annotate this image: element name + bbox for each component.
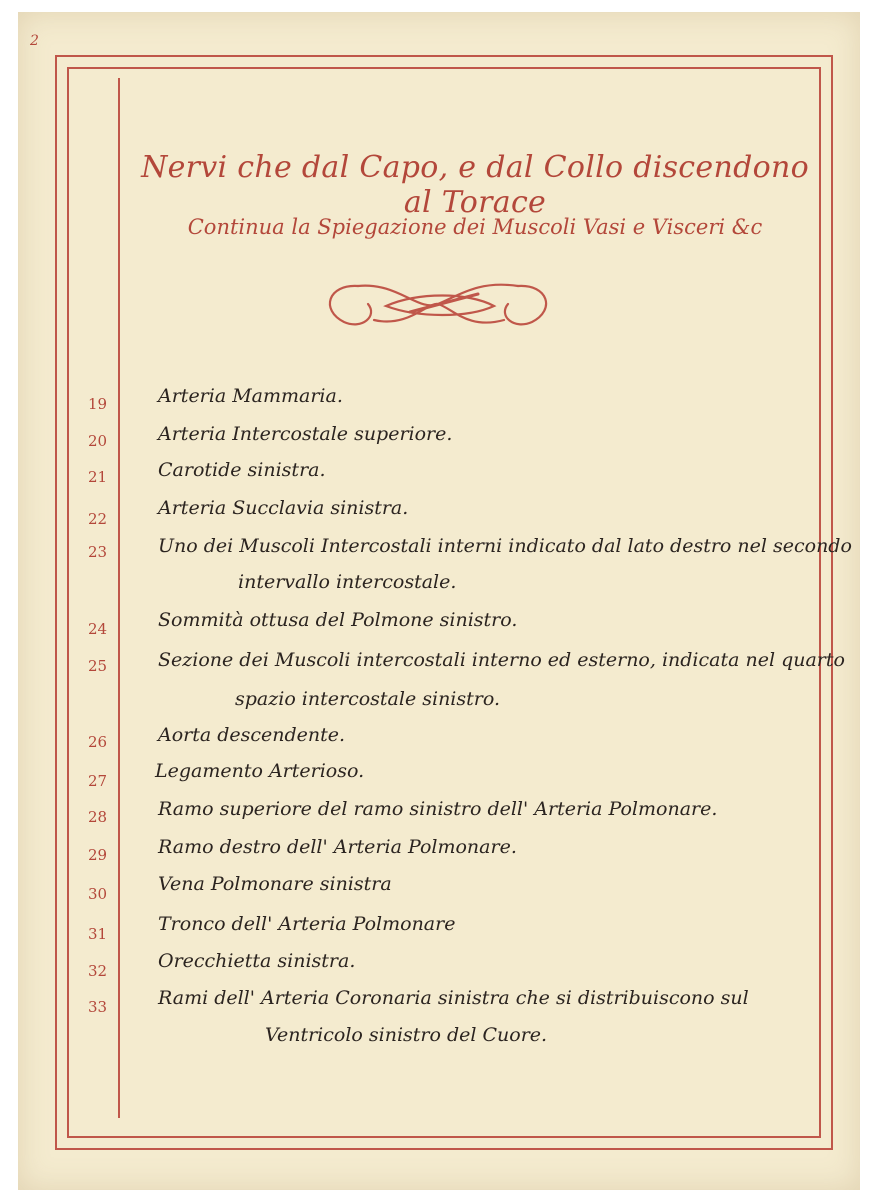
page-subtitle: Continua la Spiegazione dei Muscoli Vasi e Visceri &c (187, 215, 763, 239)
entry-text: Uno dei Muscoli Intercostali interni indicato dal lato destro nel secondo (158, 535, 852, 557)
entry-number: 20 (88, 432, 108, 450)
entry-text: Tronco dell' Arteria Polmonare (158, 913, 456, 935)
entry-number: 27 (88, 772, 108, 790)
entry-text-continuation: intervallo intercostale. (238, 571, 457, 593)
entry-text: Orecchietta sinistra. (158, 950, 356, 972)
entry-number: 22 (88, 510, 108, 528)
entry-number: 19 (88, 395, 108, 413)
margin-rule (118, 78, 120, 1118)
entry-number: 21 (88, 468, 108, 486)
entry-text: Arteria Intercostale superiore. (158, 423, 453, 445)
entry-text-continuation: Ventricolo sinistro del Cuore. (265, 1024, 548, 1046)
entry-number: 29 (88, 846, 108, 864)
entry-number: 32 (88, 962, 108, 980)
entry-text: Vena Polmonare sinistra (158, 873, 392, 895)
entry-text: Sezione dei Muscoli intercostali interno ed esterno, indicata nel quarto (158, 649, 845, 671)
entry-number: 23 (88, 543, 108, 561)
entry-text: Aorta descendente. (158, 724, 346, 746)
entry-number: 33 (88, 998, 108, 1016)
entry-number: 30 (88, 885, 108, 903)
calligraphic-flourish (318, 272, 558, 336)
entry-number: 24 (88, 620, 108, 638)
entry-text: Ramo destro dell' Arteria Polmonare. (158, 836, 517, 858)
page-title: Nervi che dal Capo, e dal Collo discendono al Torace (141, 150, 809, 220)
page-number: 2 (30, 33, 39, 49)
entry-text: Arteria Mammaria. (158, 385, 343, 407)
entry-text: Sommità ottusa del Polmone sinistro. (158, 609, 518, 631)
entry-number: 28 (88, 808, 108, 826)
entry-text: Ramo superiore del ramo sinistro dell' Arteria Polmonare. (158, 798, 718, 820)
entry-number: 31 (88, 925, 108, 943)
entry-text: Legamento Arterioso. (155, 760, 365, 782)
entry-text-continuation: spazio intercostale sinistro. (235, 688, 500, 710)
entry-number: 26 (88, 733, 108, 751)
entry-number: 25 (88, 657, 108, 675)
entry-text: Rami dell' Arteria Coronaria sinistra che si distribuiscono sul (158, 987, 749, 1009)
entry-text: Carotide sinistra. (158, 459, 326, 481)
entry-text: Arteria Succlavia sinistra. (158, 497, 409, 519)
